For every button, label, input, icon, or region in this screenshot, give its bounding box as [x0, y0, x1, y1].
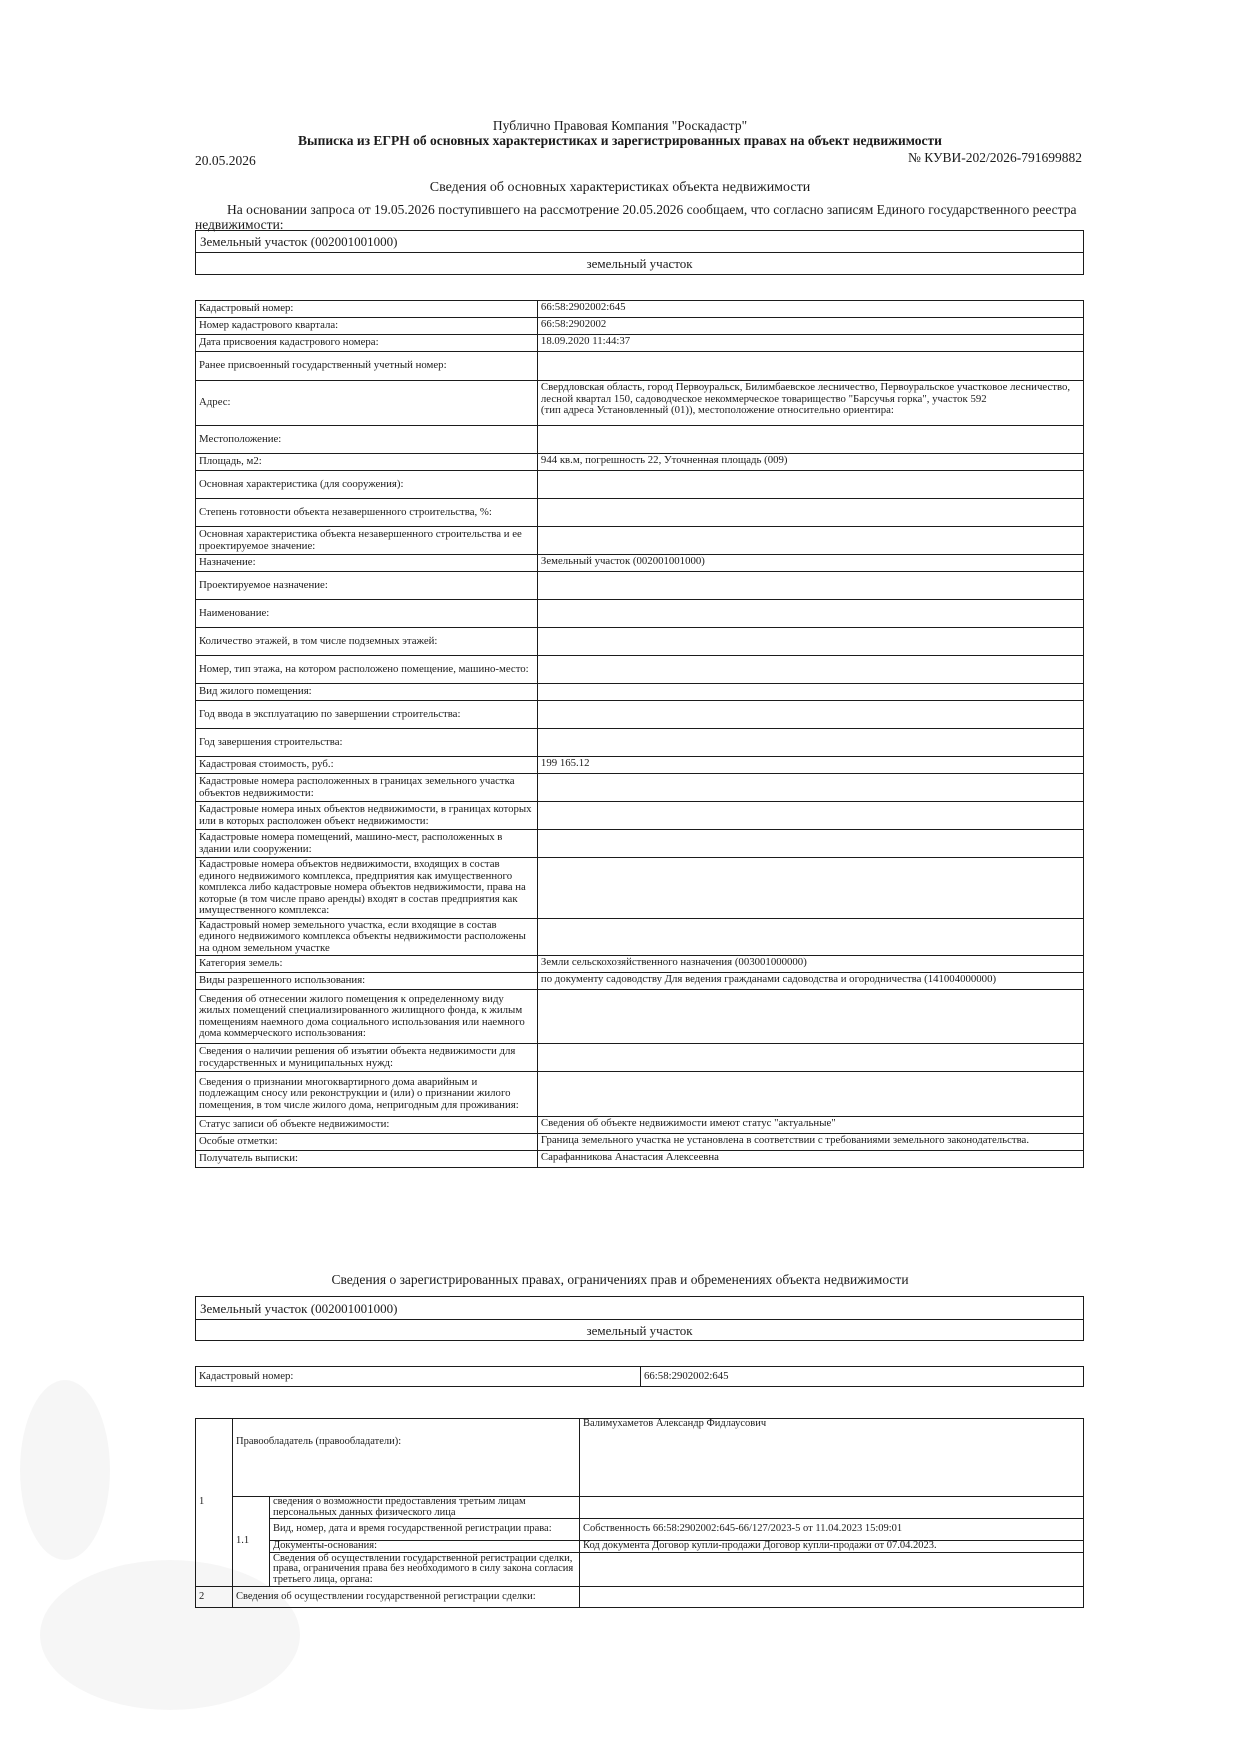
characteristic-value: [537, 600, 1083, 628]
characteristic-label: Сведения о признании многоквартирного дома аварийным и подлежащим сносу или реконструкции и (или) о признании жилого помещения, в том числе жилого дома, непригодным для проживания:: [196, 1072, 538, 1117]
characteristic-label: Кадастровая стоимость, руб.:: [196, 757, 538, 774]
characteristic-value: [537, 1072, 1083, 1117]
document-date: 20.05.2026: [195, 153, 256, 168]
characteristic-label: Номер, тип этажа, на котором расположено помещение, машино-место:: [196, 656, 538, 684]
characteristics-table: [195, 300, 1084, 1168]
characteristic-value: [537, 499, 1083, 527]
characteristic-value: [537, 352, 1083, 381]
characteristic-label: Особые отметки:: [196, 1134, 538, 1151]
characteristic-value: [537, 729, 1083, 757]
characteristic-label: Виды разрешенного использования:: [196, 973, 538, 990]
object-subtype: земельный участок: [196, 1320, 1084, 1341]
characteristic-value: [537, 918, 1083, 956]
characteristic-value: Граница земельного участка не установлена в соответствии с требованиями земельного законодательства.: [537, 1134, 1083, 1151]
document-title: Выписка из ЕГРН об основных характеристиках и зарегистрированных правах на объект недвижимости: [298, 133, 942, 148]
characteristic-label: Вид жилого помещения:: [196, 684, 538, 701]
characteristic-row: [196, 318, 1084, 335]
characteristic-label: Номер кадастрового квартала:: [196, 318, 538, 335]
characteristic-label: Кадастровые номера объектов недвижимости, входящих в состав единого недвижимого комплекса, предприятия как имущественного комплекса либо кадастровые номера объектов недвижимости, права на которые (в том числе право аренды) входят в состав предприятия как имущественного комплекса:: [196, 858, 538, 919]
object-type-table-2: [195, 1296, 1084, 1341]
characteristic-value: Свердловская область, город Первоуральск, Билимбаевское лесничество, Первоуральское участковое лесничество, лесной квартал 150, садоводческое некоммерческое товарищество "Барсучья горка", участок 592 (тип адреса Установленный (01)), местоположение относительно ориентира:: [537, 381, 1083, 426]
documents-label: Документы-основания:: [270, 1541, 580, 1553]
characteristic-row: [196, 527, 1084, 555]
characteristic-label: Сведения об отнесении жилого помещения к определенному виду жилых помещений специализированного жилищного фонда, к жилым помещениям наемного дома социального использования или наемного дома коммерческого использования:: [196, 990, 538, 1044]
characteristic-row: [196, 990, 1084, 1044]
characteristic-value: [537, 527, 1083, 555]
characteristic-row: [196, 335, 1084, 352]
characteristic-row: [196, 600, 1084, 628]
characteristic-row: [196, 628, 1084, 656]
object-subtype: земельный участок: [196, 253, 1084, 275]
characteristic-row: [196, 572, 1084, 600]
cadastral-number-label: Кадастровый номер:: [196, 1367, 641, 1387]
characteristic-row: [196, 729, 1084, 757]
section-title-rights: Сведения о зарегистрированных правах, ограничениях прав и обременениях объекта недвижимости: [331, 1272, 909, 1287]
characteristic-label: Основная характеристика объекта незавершенного строительства и ее проектируемое значение:: [196, 527, 538, 555]
object-type: Земельный участок (002001001000): [196, 231, 1084, 253]
rights-subrow-number: 1.1: [233, 1497, 270, 1587]
characteristic-row: [196, 426, 1084, 454]
characteristic-label: Кадастровый номер:: [196, 301, 538, 318]
characteristic-row: [196, 471, 1084, 499]
holder-label: Правообладатель (правообладатели):: [233, 1419, 580, 1497]
characteristic-label: Местоположение:: [196, 426, 538, 454]
registration-value: Собственность 66:58:2902002:645-66/127/2023-5 от 11.04.2023 15:09:01: [580, 1519, 1084, 1541]
characteristic-label: Статус записи об объекте недвижимости:: [196, 1117, 538, 1134]
deal-registration-label: Сведения об осуществлении государственной регистрации сделки:: [233, 1587, 580, 1608]
characteristic-value: Сарафанникова Анастасия Алексеевна: [537, 1151, 1083, 1168]
characteristic-value: 199 165.12: [537, 757, 1083, 774]
characteristic-label: Ранее присвоенный государственный учетный номер:: [196, 352, 538, 381]
rights-row-number-2: 2: [196, 1587, 233, 1608]
characteristic-label: Назначение:: [196, 555, 538, 572]
characteristic-label: Кадастровый номер земельного участка, если входящие в состав единого недвижимого комплекса объекты недвижимости расположены на одном земельном участке: [196, 918, 538, 956]
third-party-consent-value: [580, 1553, 1084, 1587]
characteristic-row: [196, 1117, 1084, 1134]
characteristic-label: Кадастровые номера расположенных в границах земельного участка объектов недвижимости:: [196, 774, 538, 802]
characteristic-row: [196, 701, 1084, 729]
characteristic-label: Наименование:: [196, 600, 538, 628]
characteristic-label: Получатель выписки:: [196, 1151, 538, 1168]
characteristic-row: [196, 918, 1084, 956]
characteristic-label: Сведения о наличии решения об изъятии объекта недвижимости для государственных и муниципальных нужд:: [196, 1044, 538, 1072]
characteristic-value: [537, 426, 1083, 454]
characteristic-value: по документу садоводству Для ведения гражданами садоводства и огородничества (141004000000): [537, 973, 1083, 990]
characteristic-value: 66:58:2902002:645: [537, 301, 1083, 318]
characteristic-row: [196, 301, 1084, 318]
characteristic-value: [537, 701, 1083, 729]
characteristic-row: [196, 1072, 1084, 1117]
characteristic-label: Дата присвоения кадастрового номера:: [196, 335, 538, 352]
rights-table: [195, 1418, 1084, 1608]
characteristic-row: [196, 757, 1084, 774]
characteristic-row: [196, 656, 1084, 684]
characteristic-label: Кадастровые номера помещений, машино-мест, расположенных в здании или сооружении:: [196, 830, 538, 858]
characteristic-row: [196, 1151, 1084, 1168]
characteristic-value: [537, 858, 1083, 919]
section-title-characteristics: Сведения об основных характеристиках объекта недвижимости: [429, 180, 811, 195]
characteristic-label: Площадь, м2:: [196, 454, 538, 471]
characteristic-row: [196, 774, 1084, 802]
characteristic-row: [196, 454, 1084, 471]
characteristic-label: Год ввода в эксплуатацию по завершении строительства:: [196, 701, 538, 729]
characteristic-label: Степень готовности объекта незавершенного строительства, %:: [196, 499, 538, 527]
characteristic-value: [537, 830, 1083, 858]
characteristic-value: [537, 774, 1083, 802]
characteristic-row: [196, 802, 1084, 830]
object-type: Земельный участок (002001001000): [196, 1297, 1084, 1320]
third-party-consent-label: Сведения об осуществлении государственной регистрации сделки, права, ограничения права без необходимого в силу закона согласия третьего лица, органа:: [270, 1553, 580, 1587]
characteristic-row: [196, 830, 1084, 858]
characteristic-row: [196, 1044, 1084, 1072]
object-type-table: [195, 230, 1084, 275]
characteristic-label: Кадастровые номера иных объектов недвижимости, в границах которых или в которых расположен объект недвижимости:: [196, 802, 538, 830]
characteristic-row: [196, 352, 1084, 381]
characteristic-value: 18.09.2020 11:44:37: [537, 335, 1083, 352]
characteristic-row: [196, 499, 1084, 527]
characteristic-value: Сведения об объекте недвижимости имеют статус "актуальные": [537, 1117, 1083, 1134]
characteristic-label: Категория земель:: [196, 956, 538, 973]
characteristic-label: Год завершения строительства:: [196, 729, 538, 757]
holder-value: Валимухаметов Александр Фидлаусович: [580, 1419, 1084, 1497]
characteristic-value: [537, 684, 1083, 701]
characteristic-value: [537, 471, 1083, 499]
cadastral-number-value: 66:58:2902002:645: [641, 1367, 1084, 1387]
characteristic-value: [537, 656, 1083, 684]
scan-smudge: [20, 1380, 110, 1560]
characteristic-row: [196, 973, 1084, 990]
documents-value: Код документа Договор купли-продажи Договор купли-продажи от 07.04.2023.: [580, 1541, 1084, 1553]
characteristic-row: [196, 684, 1084, 701]
characteristic-value: 66:58:2902002: [537, 318, 1083, 335]
registration-label: Вид, номер, дата и время государственной регистрации права:: [270, 1519, 580, 1541]
characteristic-value: [537, 990, 1083, 1044]
intro-paragraph: На основании запроса от 19.05.2026 поступившего на рассмотрение 20.05.2026 сообщаем, что согласно записям Единого государственного реестра недвижимости:: [195, 202, 1077, 232]
cadastral-number-table: [195, 1366, 1084, 1387]
deal-registration-value: [580, 1587, 1084, 1608]
consent-value: [580, 1497, 1084, 1519]
rights-row-number: 1: [196, 1419, 233, 1587]
document-number: № КУВИ-202/2026-791699882: [907, 150, 1082, 165]
characteristic-value: [537, 628, 1083, 656]
characteristic-label: Проектируемое назначение:: [196, 572, 538, 600]
characteristic-row: [196, 1134, 1084, 1151]
company-name: Публично Правовая Компания "Роскадастр": [492, 118, 748, 133]
consent-label: сведения о возможности предоставления третьим лицам персональных данных физического лица: [270, 1497, 580, 1519]
characteristic-row: [196, 381, 1084, 426]
characteristic-label: Количество этажей, в том числе подземных этажей:: [196, 628, 538, 656]
characteristic-row: [196, 555, 1084, 572]
characteristic-label: Основная характеристика (для сооружения):: [196, 471, 538, 499]
characteristic-value: [537, 1044, 1083, 1072]
characteristic-row: [196, 858, 1084, 919]
characteristic-label: Адрес:: [196, 381, 538, 426]
characteristic-value: [537, 572, 1083, 600]
characteristic-value: 944 кв.м, погрешность 22, Уточненная площадь (009): [537, 454, 1083, 471]
characteristic-row: [196, 956, 1084, 973]
characteristic-value: Земельный участок (002001001000): [537, 555, 1083, 572]
characteristic-value: Земли сельскохозяйственного назначения (003001000000): [537, 956, 1083, 973]
characteristic-value: [537, 802, 1083, 830]
